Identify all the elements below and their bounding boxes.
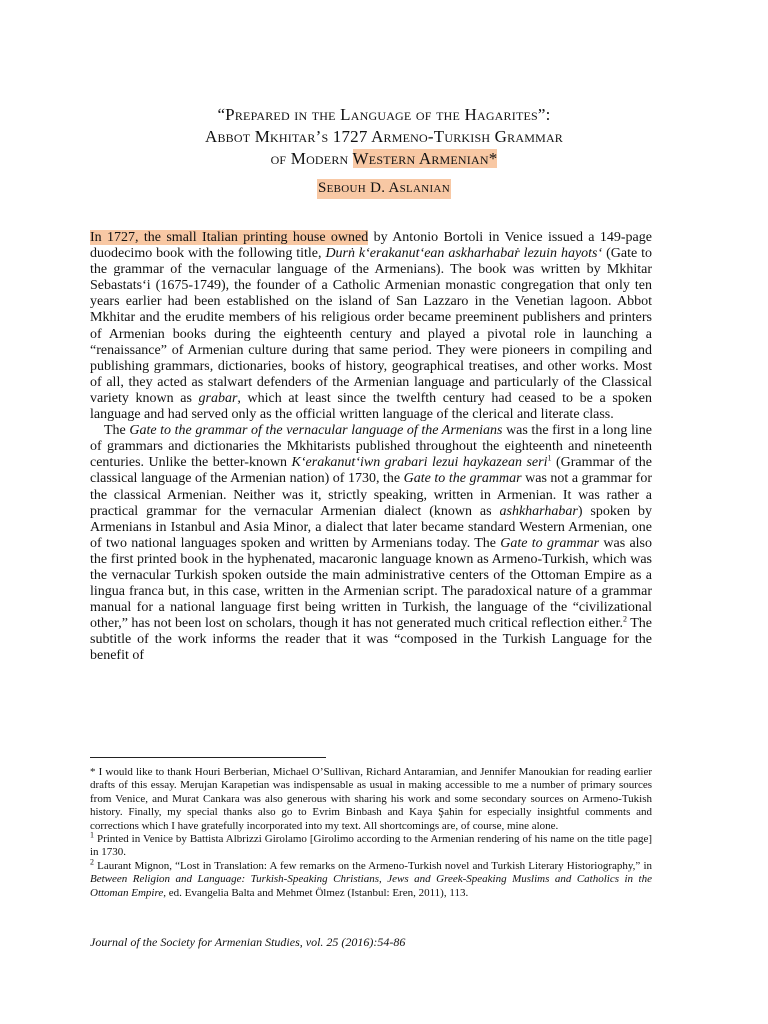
author-highlight[interactable]: Sebouh D. Aslanian	[317, 179, 451, 199]
footnote-ref-1[interactable]: 1	[547, 453, 552, 463]
footnotes	[90, 766, 652, 900]
footnote-2: $^2$ Laurant Mignon, “Lost in Translation: A few remarks on the Armeno-Turkish novel and Turkish Literary Historiography,” in Between Religion and Language: Turkish-Speaking Christians, Jews and Greek-Speaking Muslims and Catholics in the Ottoman Empire, ed. Evangelia Balta and Mehmet Ölmez (Istanbul: Eren, 2011), 113.	[90, 857, 652, 899]
footnote-ref-2[interactable]: 2	[622, 614, 627, 624]
title-line-2: Abbot Mkhitar’s 1727 Armeno-Turkish Grammar	[204, 127, 564, 146]
author-name	[0, 180, 768, 197]
article-body	[90, 230, 652, 665]
title-line-3: of Modern Western Armenian*	[270, 149, 498, 168]
article-title	[0, 104, 768, 170]
paragraph-2: The Gate to the grammar of the vernacular language of the Armenians was the first in a long line of grammars and dictionaries the Mkhitarists published throughout the eighteenth and nineteenth centuries. Unlike the better-known K‘erakanut‘iwn grabari lezui haykazean seri$^1$ (Grammar of the classical language of the Armenian nation) of 1730, the Gate to the grammar was not a grammar for the classical Armenian. Neither was it, strictly speaking, written in Armenian. It was rather a practical grammar for the vernacular Armenian dialect (known as ashkharhabar) spoken by Armenians in Istanbul and Asia Minor, a dialect that later became standard Western Armenian, one of two national languages spoken and written by Armenians today. The Gate to grammar was also the first printed book in the hyphenated, macaronic language known as Armeno-Turkish, which was the vernacular Turkish spoken outside the main administrative centers of the Ottoman Empire as a lingua franca but, in this case, written in the Armenian script. The paradoxical nature of a grammar manual for a national language first being written in Turkish, the language of the “civilizational other,” has not been lost on scholars, though it has not generated much critical reflection either.$^2$ The subtitle of the work informs the reader that it was “composed in the Turkish Language for the benefit of	[90, 423, 653, 664]
footnote-1: $^1$ Printed in Venice by Battista Albrizzi Girolamo [Girolimo according to the Armenian rendering of his name on the title page] in 1730.	[90, 830, 652, 859]
text-highlight[interactable]: In 1727, the small Italian printing house owned	[90, 230, 369, 245]
footnote-divider	[90, 757, 326, 758]
journal-citation: Journal of the Society for Armenian Studies, vol. 25 (2016):54-86	[90, 935, 406, 949]
paragraph-1: In 1727, the small Italian printing house owned by Antonio Bortoli in Venice issued a 149-page duodecimo book with the following title, Durṅ k‘erakanut‘ean askharhabaṙ lezuin hayots‘ (Gate to the grammar of the vernacular language of the Armenians). The book was written by Mkhitar Sebastats‘i (1675-1749), the founder of a Catholic Armenian monastic congregation that only ten years earlier had been established on the island of San Lazzaro in the Venetian lagoon. Abbot Mkhitar and the erudite members of his religious order became preeminent publishers and printers of Armenian books during the eighteenth century and played a pivotal role in launching a “renaissance” of Armenian culture during that same period. They were pioneers in compiling and publishing grammars, dictionaries, books of history, geographical treatises, and other works. Most of all, they acted as stalwart defenders of the Armenian language and particularly of the Classical variety known as grabar, which at least since the twelfth century had ceased to be a spoken language and had served only as the official written language of the clerical and literate class.	[90, 230, 652, 423]
title-highlight[interactable]: Western Armenian*	[352, 149, 498, 168]
title-line-1: “Prepared in the Language of the Hagarites”:	[217, 105, 551, 124]
footnote-star: * I would like to thank Houri Berberian, Michael O’Sullivan, Richard Antaramian, and Jennifer Manoukian for reading earlier drafts of this essay. Merujan Karapetian was indispensable as usual in making accessible to me a number of primary sources from Venice, and Murat Cankara was also generous with sharing his work and some secondary sources on Armeno-Tukish history. Finally, my special thanks also go to Evrim Binbash and Kaya Şahin for especially insightful comments and corrections which I have gratefully incorporated into my text. All shortcomings are, of course, mine alone.	[90, 766, 652, 832]
